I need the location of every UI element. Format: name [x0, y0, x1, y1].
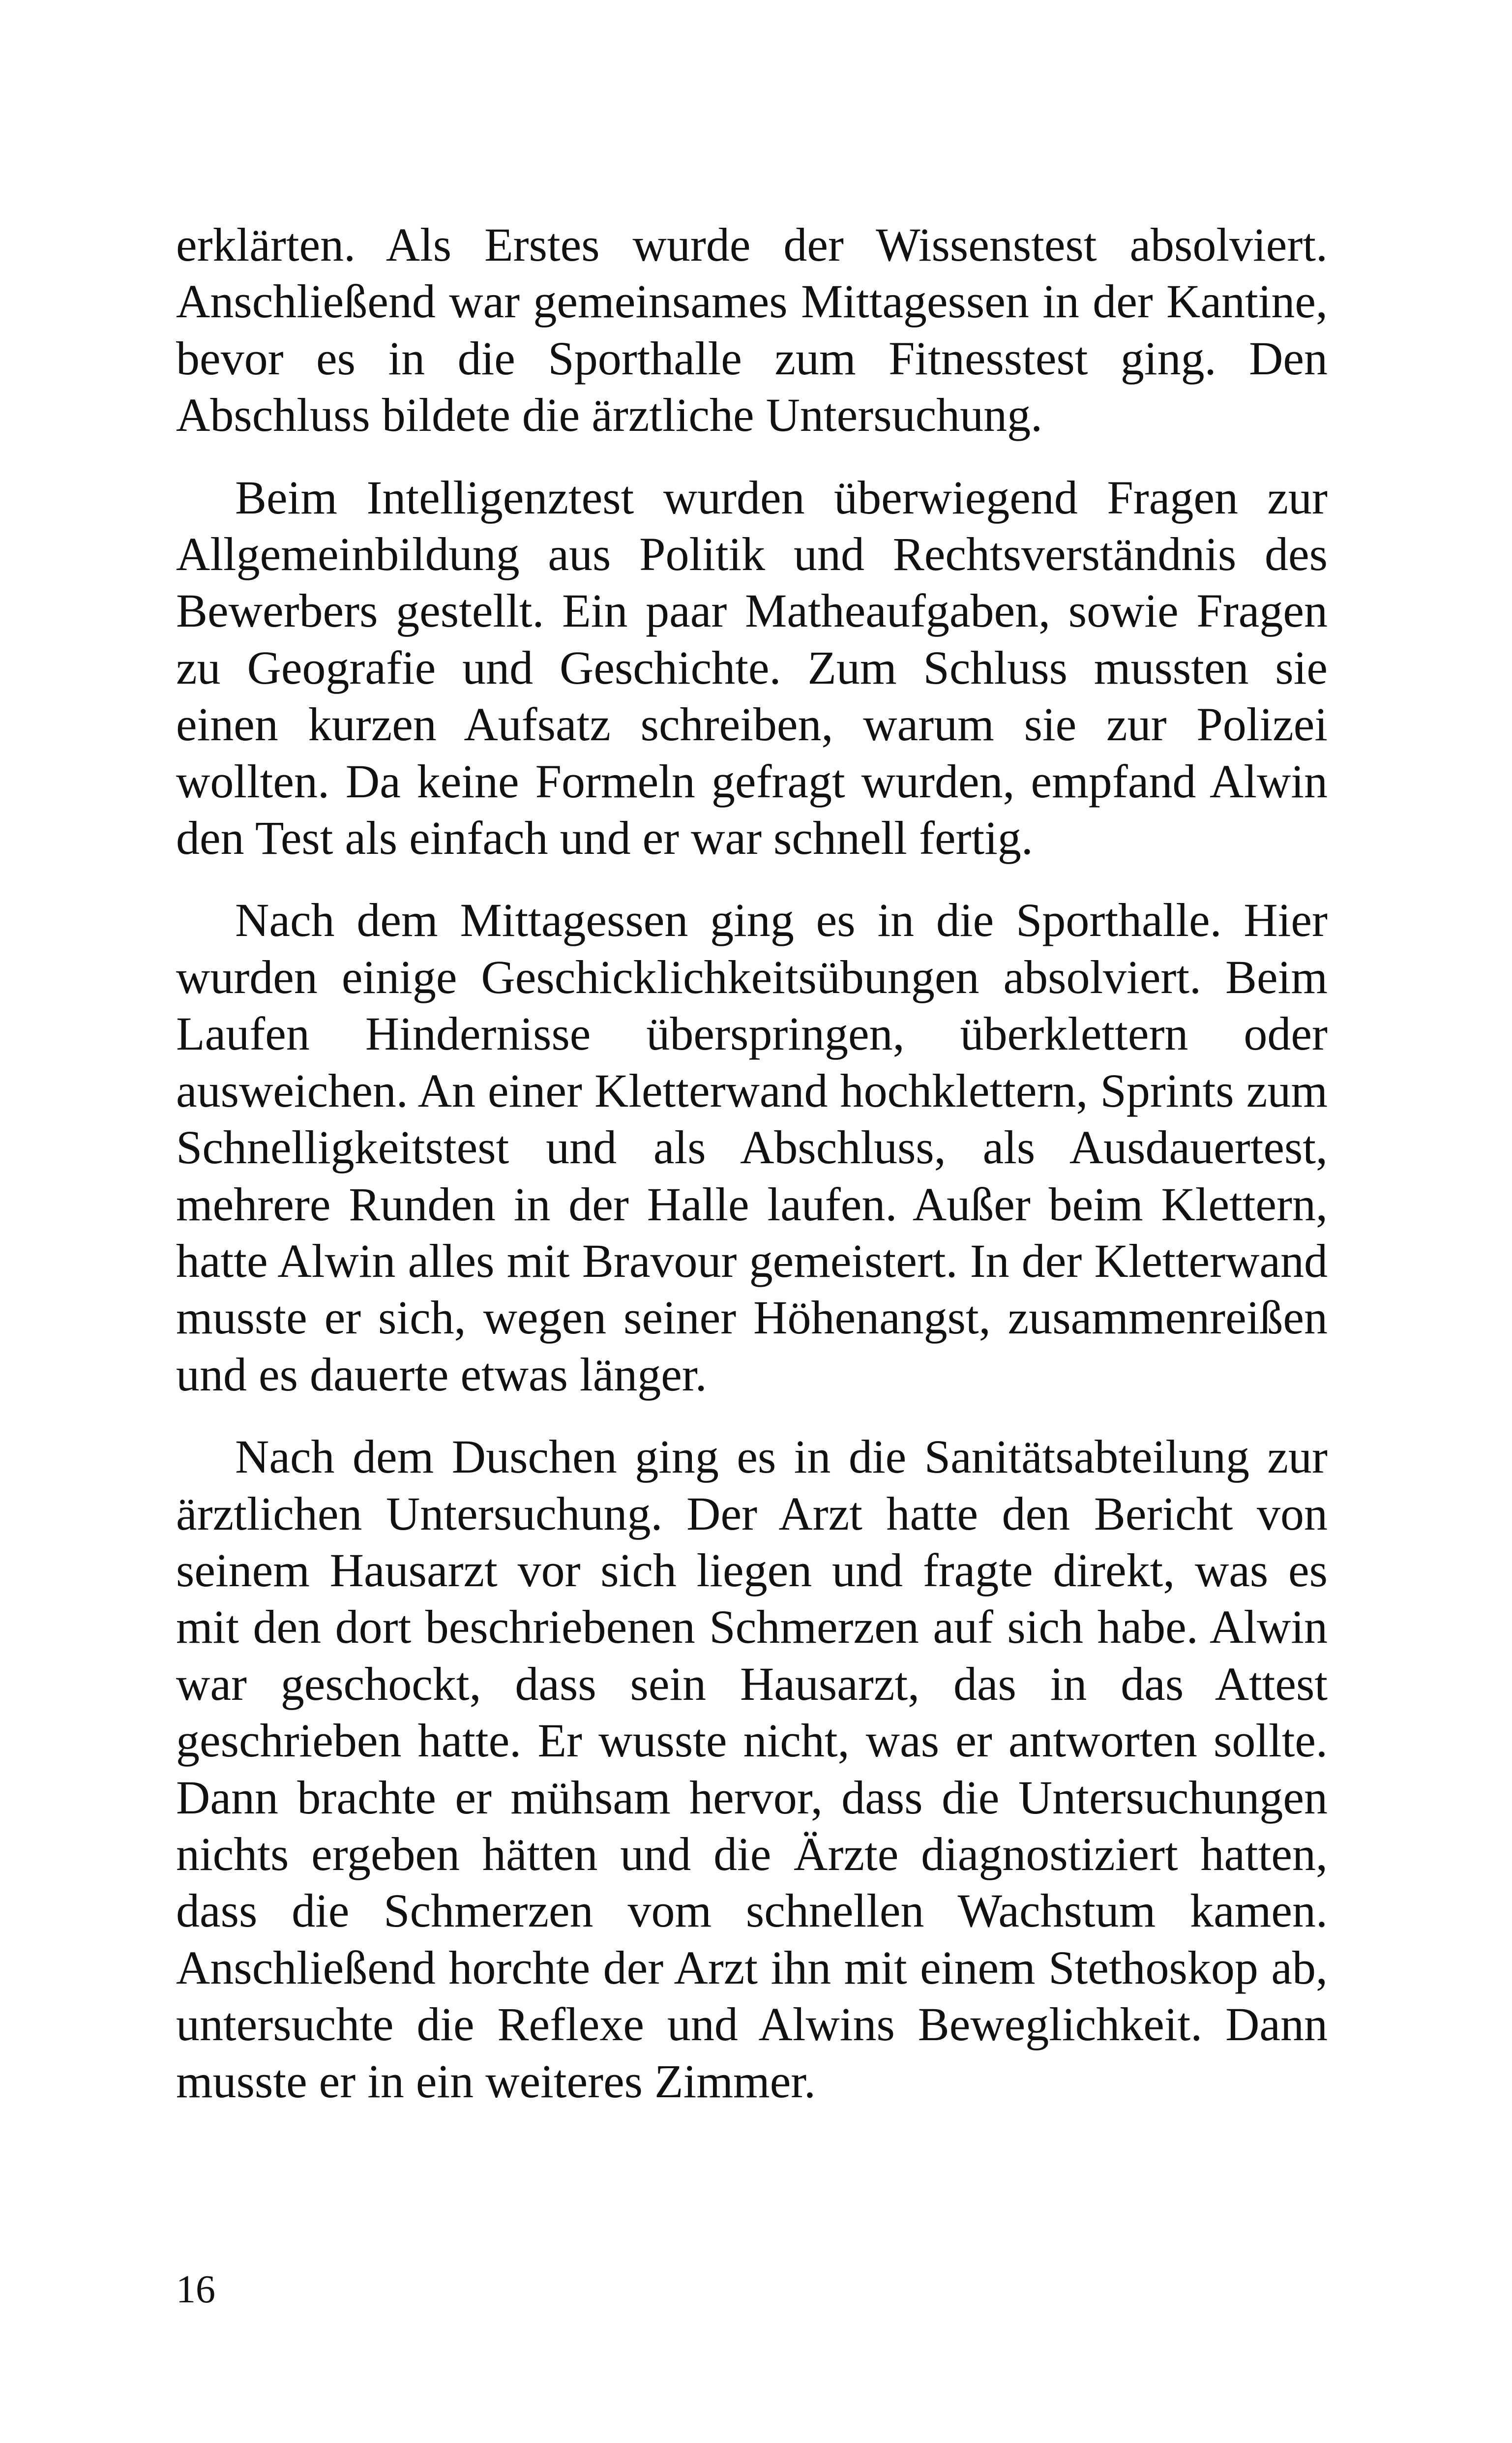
- paragraph-3: Nach dem Mittagessen ging es in die Sporthalle. Hier wurden einige Geschicklichkeitsübungen absolviert. Beim Laufen Hindernisse überspringen, überklettern oder ausweichen. An einer Kletterwand hochklettern, Sprints zum Schnelligkeitstest und als Abschluss, als Ausdauertest, mehrere Runden in der Halle laufen. Außer beim Klettern, hatte Alwin alles mit Bravour gemeistert. In der Kletterwand musste er sich, wegen seiner Höhenangst, zusammenreißen und es dauerte etwas länger.: [176, 894, 1328, 1401]
- paragraph-1: erklärten. Als Erstes wurde der Wissenstest absolviert. Anschließend war gemeinsames Mittagessen in der Kantine, bevor es in die Sporthalle zum Fitnesstest ging. Den Abschluss bildete die ärztliche Untersuchung.: [176, 218, 1328, 442]
- paragraph-4: Nach dem Duschen ging es in die Sanitätsabteilung zur ärztlichen Untersuchung. Der Arzt hatte den Bericht von seinem Hausarzt vor sich liegen und fragte direkt, was es mit den dort beschriebenen Schmerzen auf sich habe. Alwin war geschockt, dass sein Hausarzt, das in das Attest geschrieben hatte. Er wusste nicht, was er antworten sollte. Dann brachte er mühsam hervor, dass die Untersuchungen nichts ergeben hätten und die Ärzte diagnostiziert hatten, dass die Schmerzen vom schnellen Wachstum kamen. Anschließend horchte der Arzt ihn mit einem Stethoskop ab, untersuchte die Reflexe und Alwins Beweglichkeit. Dann musste er in ein weiteres Zimmer.: [176, 1430, 1328, 2108]
- page-number: 16: [176, 2268, 215, 2311]
- paragraph-2: Beim Intelligenztest wurden überwiegend Fragen zur Allgemeinbildung aus Politik und Rechtsverständnis des Bewerbers gestellt. Ein paar Matheaufgaben, sowie Fragen zu Geografie und Geschichte. Zum Schluss mussten sie einen kurzen Aufsatz schreiben, warum sie zur Polizei wollten. Da keine Formeln gefragt wurden, empfand Alwin den Test als einfach und er war schnell fertig.: [176, 471, 1328, 865]
- body-text: [176, 216, 1328, 2110]
